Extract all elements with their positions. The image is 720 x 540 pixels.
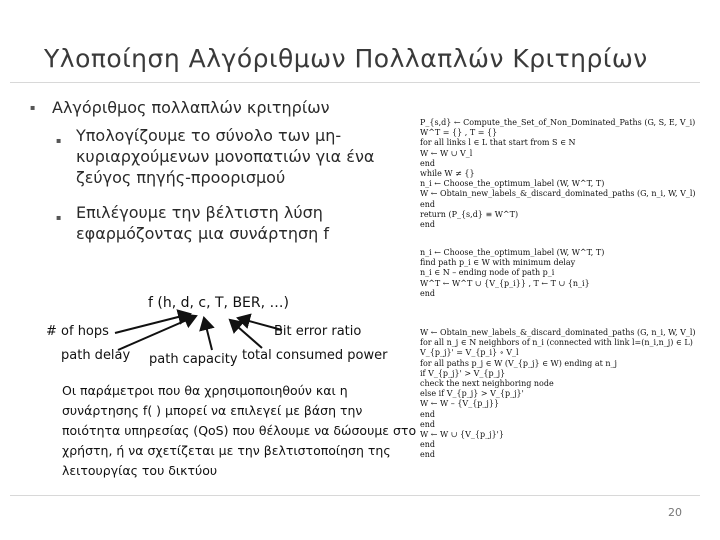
code-line: if V_{p_j}' > V_{p_j} [420, 368, 506, 378]
code-line: W ← W – {V_{p_j}} [420, 399, 500, 409]
bottom-rule [10, 495, 700, 496]
algorithm-block-choose [420, 248, 690, 299]
code-line: W^T = {} , T = {} [420, 128, 498, 138]
code-line: n_i ∈ N – ending node of path p_i [420, 268, 555, 278]
arrow-capacity [204, 318, 212, 350]
code-line: W ← W ∪ {V_{p_j}'} [420, 429, 504, 439]
function-formula: f (h, d, c, T, BER, …) [148, 295, 289, 311]
bullet-marker-icon: ▪ [56, 136, 62, 145]
bullet-marker-icon: ▪ [30, 103, 36, 112]
code-line: W ← Obtain_new_labels_&_discard_dominated_paths (G, n_i, W, V_l) [420, 328, 696, 337]
bullet-text: Επιλέγουμε την βέλτιστη λύση εφαρμόζοντας μια συνάρτηση f [76, 203, 329, 243]
code-line: end [420, 440, 436, 450]
page-number: 20 [668, 506, 682, 519]
code-line: end [420, 450, 436, 460]
parameters-note: Οι παράμετροι που θα χρησιμοποιηθούν και η συνάρτησης f( ) μπορεί να επιλεγεί με βάση την ποιότητα υπηρεσίας (QoS) που θέλουμε να δώσουμε στο χρήστη, ή να σχετίζεται με την βελτιστοποίηση της λειτουργίας του δικτύου [62, 383, 417, 478]
code-line: while W ≠ {} [420, 168, 475, 178]
code-line: end [420, 409, 436, 419]
code-line: for all n_j ∈ N neighbors of n_i (connected with link l=(n_i,n_j) ∈ L) [420, 338, 693, 348]
code-line: n_i ← Choose_the_optimum_label (W, W^T, T) [420, 248, 605, 257]
code-line: end [420, 219, 436, 229]
arrow-delay [118, 316, 196, 350]
code-line: end [420, 158, 436, 168]
label-hops: # of hops [46, 324, 109, 339]
code-line: V_{p_j}' = V_{p_i} ∘ V_l [420, 348, 519, 358]
bullet-marker-icon: ▪ [56, 213, 62, 222]
bullet-text: Υπολογίζουμε το σύνολο των μη-κυριαρχούμενων μονοπατιών για ένα ζεύγος πηγής-προορισμού [76, 126, 375, 187]
code-line: check the next neighboring node [420, 378, 554, 388]
algorithm-block-compute [420, 118, 696, 230]
label-path-capacity: path capacity [149, 352, 238, 367]
code-line: W ← W ∪ V_l [420, 148, 473, 158]
label-bit-error-ratio: Bit error ratio [274, 324, 362, 339]
code-line: end [420, 199, 436, 209]
code-line: end [420, 419, 436, 429]
code-line: W^T ← W^T ∪ {V_{p_i}} , T ← T ∪ {n_i} [420, 278, 590, 288]
slide-title: Υλοποίηση Αλγόριθμων Πολλαπλών Κριτηρίων [44, 44, 648, 73]
label-path-delay: path delay [61, 348, 131, 363]
code-line: find path p_i ∈ W with minimum delay [420, 258, 576, 268]
code-line: n_i ← Choose_the_optimum_label (W, W^T, T) [420, 179, 605, 189]
label-total-power: total consumed power [242, 348, 388, 363]
code-line: for all paths p_j ∈ W (V_{p_j} ∈ W) ending at n_j [420, 358, 617, 368]
bullet-text: Αλγόριθμος πολλαπλών κριτηρίων [52, 98, 330, 117]
code-line: return (P_{s,d} ≡ W^T) [420, 209, 519, 219]
code-line: W ← Obtain_new_labels_&_discard_dominated_paths (G, n_i, W, V_l) [420, 189, 696, 199]
code-line: for all links l ∈ L that start from S ∈ N [420, 138, 576, 148]
code-line: P_{s,d} ← Compute_the_Set_of_Non_Dominated_Paths (G, S, E, V_i) [420, 118, 696, 127]
code-line: end [420, 288, 436, 298]
code-line: else if V_{p_j} > V_{p_j}' [420, 389, 524, 399]
algorithm-block-obtain [420, 328, 696, 460]
